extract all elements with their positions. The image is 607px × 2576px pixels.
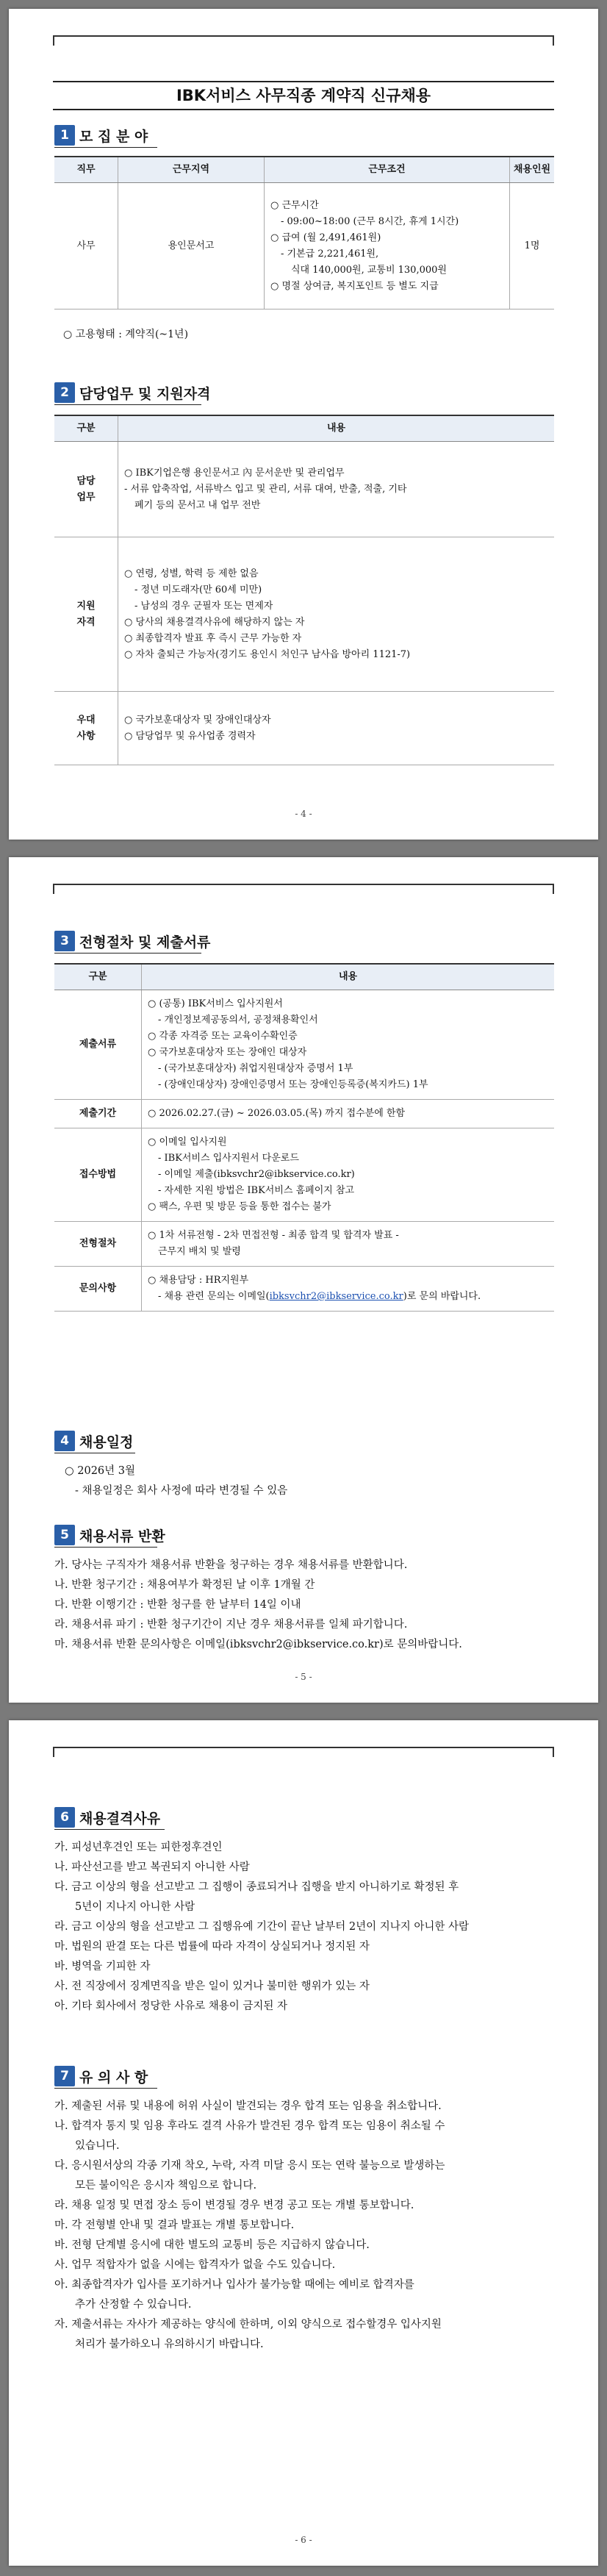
row-label-qualifications: 지원 자격	[54, 537, 118, 692]
page-6	[9, 1720, 598, 2566]
section-number: 5	[54, 1525, 75, 1545]
method-cell: ○ 이메일 입사지원 - IBK서비스 입사지원서 다운로드 - 이메일 제출(ibksvchr2@ibkservice.co.kr) - 자세한 지원 방법은 IBK서비스 홈페이지 참고 ○ 팩스, 우편 및 방문 등을 통한 접수는 불가	[142, 1128, 555, 1222]
section-number: 6	[54, 1807, 75, 1828]
section-number: 1	[54, 125, 75, 146]
section-title: 전형절차 및 제출서류	[79, 934, 211, 951]
row-label-documents: 제출서류	[54, 990, 142, 1100]
section-7-heading	[54, 2066, 148, 2086]
disqualification-text: 가. 피성년후견인 또는 피한정후견인 나. 파산선고를 받고 복권되지 아니한 사람 다. 금고 이상의 형을 선고받고 그 집행이 종료되거나 집행을 받지 아니하기로 확정된 후 5년이 지나지 아니한 사람 라. 금고 이상의 형을 선고받고 그 집행유예 기간이 끝난 날부터 2년이 지나지 아니한 사람 마. 법원의 판결 또는 다른 법률에 따라 자격이 상실되거나 정지된 자 바. 병역을 기피한 자 사. 전 직장에서 징계면직을 받은 일이 있거나 불미한 행위가 있는 자 아. 기타 회사에서 정당한 사유로 채용이 금지된 자	[54, 1842, 469, 2012]
contact-email-link[interactable]: ibksvchr2@ibkservice.co.kr	[269, 1291, 403, 1302]
row-label-period: 제출기간	[54, 1100, 142, 1128]
documents-cell: ○ (공통) IBK서비스 입사지원서 - 개인정보제공동의서, 공정채용확인서 ○ 각종 자격증 또는 교육이수확인증 ○ 국가보훈대상자 또는 장애인 대상자 - (국가보훈대상자) 취업지원대상자 증명서 1부 - (장애인대상자) 장애인증명서 또는 장애인등록증(복지카드) 1부	[142, 990, 555, 1100]
section-number: 4	[54, 1431, 75, 1451]
header-category: 구분	[54, 964, 142, 990]
employment-type: ○ 고용형태 : 계약직(~1년)	[63, 329, 189, 340]
page-frame	[53, 35, 554, 49]
row-label-duties: 담당 업무	[54, 442, 118, 537]
section-6-heading	[54, 1807, 160, 1828]
section-title: 채용서류 반환	[79, 1528, 165, 1545]
section-title: 모 집 분 야	[79, 128, 148, 145]
section-title: 채용일정	[79, 1434, 134, 1450]
page-number: - 4 -	[295, 809, 312, 819]
header-count: 채용인원	[510, 157, 555, 183]
row-label-inquiry: 문의사항	[54, 1267, 142, 1312]
section-2-heading	[54, 382, 210, 403]
recruitment-table	[54, 156, 554, 310]
header-job: 직무	[54, 157, 118, 183]
procedure-cell: ○ 1차 서류전형 - 2차 면접전형 - 최종 합격 및 합격자 발표 - 근무지 배치 및 발령	[142, 1222, 555, 1267]
count-cell: 1명	[510, 183, 555, 310]
section-1-heading	[54, 125, 148, 146]
location-cell: 용인문서고	[118, 183, 265, 310]
qualifications-cell: ○ 연령, 성별, 학력 등 제한 없음 - 정년 미도래자(만 60세 미만) - 남성의 경우 군필자 또는 면제자 ○ 당사의 채용결격사유에 해당하지 않는 자 ○ 최종합격자 발표 후 즉시 근무 가능한 자 ○ 자차 출퇴근 가능자(경기도 용인시 처인구 남사읍 방아리 1121-7)	[118, 537, 555, 692]
conditions-cell: ○ 근무시간 - 09:00~18:00 (근무 8시간, 휴게 1시간) ○ 급여 (월 2,491,461원) - 기본급 2,221,461원, 식대 140,000원, 교통비 130,000원 ○ 명절 상여금, 복지포인트 등 별도 지급	[265, 183, 510, 310]
schedule-text: ○ 2026년 3월 - 채용일정은 회사 사정에 따라 변경될 수 있음	[65, 1465, 288, 1497]
header-content: 내용	[118, 415, 555, 442]
page-frame	[53, 884, 554, 897]
duties-table	[54, 415, 554, 765]
header-location: 근무지역	[118, 157, 265, 183]
inquiry-cell: ○ 채용담당 : HR지원부 - 채용 관련 문의는 이메일(ibksvchr2@ibkservice.co.kr)로 문의 바랍니다.	[142, 1267, 555, 1312]
row-label-method: 접수방법	[54, 1128, 142, 1222]
page-4	[9, 9, 598, 840]
section-number: 7	[54, 2066, 75, 2086]
page-frame	[53, 1747, 554, 1760]
section-title: 채용결격사유	[79, 1810, 161, 1827]
row-label-preferences: 우대 사항	[54, 692, 118, 765]
duties-cell: ○ IBK기업은행 용인문서고 內 문서운반 및 관리업무 - 서류 압축작업, 서류박스 입고 및 관리, 서류 대여, 반출, 적출, 기타 폐기 등의 문서고 내 업무 전반	[118, 442, 555, 537]
job-cell: 사무	[54, 183, 118, 310]
section-5-heading	[54, 1525, 165, 1545]
document-return-text: 가. 당사는 구직자가 채용서류 반환을 청구하는 경우 채용서류를 반환합니다. 나. 반환 청구기간 : 채용여부가 확정된 날 이후 1개월 간 다. 반환 이행기간 : 반환 청구를 한 날부터 14일 이내 라. 채용서류 파기 : 반환 청구기간이 지난 경우 채용서류를 일체 파기합니다. 마. 채용서류 반환 문의사항은 이메일(ibksvchr2@ibkservice.co.kr)로 문의바랍니다.	[54, 1559, 462, 1650]
process-table	[54, 963, 554, 1312]
section-title: 담당업무 및 지원자격	[79, 385, 211, 402]
row-label-procedure: 전형절차	[54, 1222, 142, 1267]
section-number: 3	[54, 931, 75, 951]
page-5	[9, 857, 598, 1703]
header-content: 내용	[142, 964, 555, 990]
notes-text: 가. 제출된 서류 및 내용에 허위 사실이 발견되는 경우 합격 또는 임용을 취소합니다. 나. 합격자 통지 및 임용 후라도 결격 사유가 발견된 경우 합격 또는 임용이 취소될 수 있습니다. 다. 응시원서상의 각종 기재 착오, 누락, 자격 미달 응시 또는 연락 불능으로 발생하는 모든 불이익은 응시자 책임으로 합니다. 라. 채용 일정 및 면접 장소 등이 변경될 경우 변경 공고 또는 개별 통보합니다. 마. 각 전형별 안내 및 결과 발표는 개별 통보합니다. 바. 전형 단계별 응시에 대한 별도의 교통비 등은 지급하지 않습니다. 사. 업무 적합자가 없을 시에는 합격자가 없을 수도 있습니다. 아. 최종합격자가 입사를 포기하거나 입사가 불가능할 때에는 예비로 합격자를 추가 산정할 수 있습니다. 자. 제출서류는 자사가 제공하는 양식에 한하며, 이외 양식으로 접수할경우 입사지원 처리가 불가하오니 유의하시기 바랍니다.	[54, 2100, 445, 2350]
section-3-heading	[54, 931, 210, 951]
header-category: 구분	[54, 415, 118, 442]
document-title: IBK서비스 사무직종 계약직 신규채용	[53, 81, 554, 110]
period-cell: ○ 2026.02.27.(금) ~ 2026.03.05.(목) 까지 접수분에 한함	[142, 1100, 555, 1128]
page-number: - 5 -	[295, 1672, 312, 1682]
page-number: - 6 -	[295, 2535, 312, 2545]
section-title: 유 의 사 항	[79, 2069, 148, 2086]
preferences-cell: ○ 국가보훈대상자 및 장애인대상자 ○ 담당업무 및 유사업종 경력자	[118, 692, 555, 765]
section-4-heading	[54, 1431, 133, 1451]
header-conditions: 근무조건	[265, 157, 510, 183]
section-number: 2	[54, 382, 75, 403]
